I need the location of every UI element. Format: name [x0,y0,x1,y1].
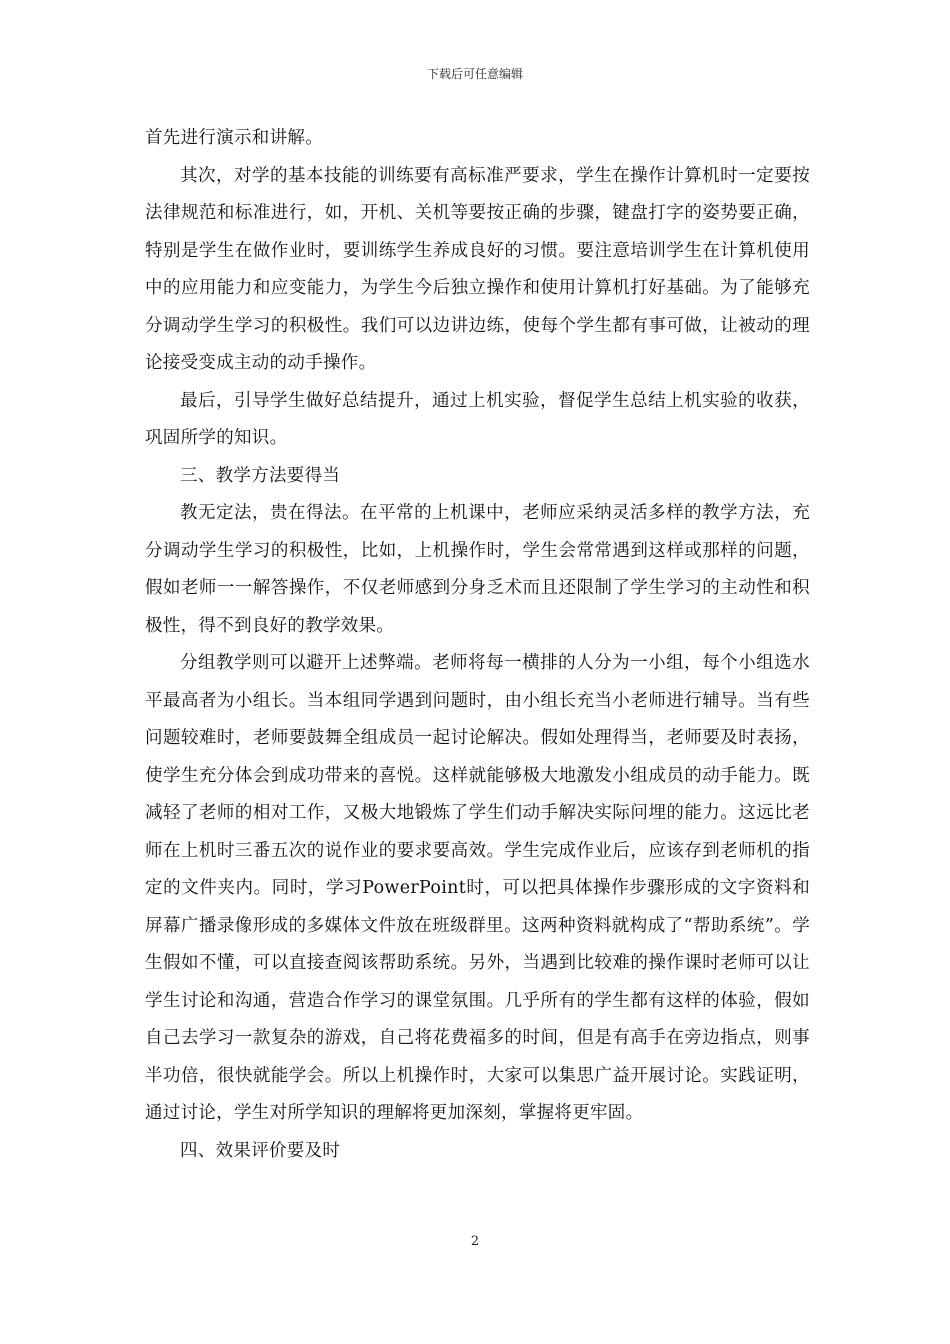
paragraph-4: 教无定法，贵在得法。在平常的上机课中，老师应采纳灵活多样的教学方法，充分调动学生学习的积极性，比如，上机操作时，学生会常常遇到这样或那样的问题，假如老师一一解答操作，不仅老师感到分身乏术而且还限制了学生学习的主动性和积极性，得不到良好的教学效果。 [145,503,810,636]
section-heading-3: 三、教学方法要得当 [180,465,341,486]
paragraph-5: 分组教学则可以避开上述弊端。老师将每一横排的人分为一小组，每个小组选水平最高者为小组长。当本组同学遇到问题时，由小组长充当小老师进行辅导。当有些问题较难时，老师要鼓舞全组成员一起讨论解决。假如处理得当，老师要及时表扬，使学生充分体会到成功带来的喜悦。这样就能够极大地激发小组成员的动手能力。既减轻了老师的相对工作，又极大地锻炼了学生们动手解决实际问埋的能力。这远比老师在上机时三番五次的说作业的要求要高效。学生完成作业后，应该存到老师机的指定的文件夹内。同时，学习PowerPoint时，可以把具体操作步骤形成的文字资料和屏幕广播录像形成的多媒体文件放在班级群里。这两种资料就构成了“帮助系统”。学生假如不懂，可以直接查阅该帮助系统。另外，当遇到比较难的操作课时老师可以让学生讨论和沟通，营造合作学习的课堂氛围。几乎所有的学生都有这样的体验，假如自己去学习一款复杂的游戏，自己将花费福多的时间，但是有高手在旁边指点，则事半功倍，很快就能学会。所以上机操作时，大家可以集思广益开展讨论。实践证明，通过讨论，学生对所学知识的理解将更加深刻，掌握将更牢固。 [145,653,810,1123]
page-number: 2 [470,1234,480,1249]
page-header: 下载后可任意编辑 [426,67,523,81]
section-heading-4: 四、效果评价要及时 [180,1140,341,1161]
paragraph-3: 最后，引导学生做好总结提升，通过上机实验，督促学生总结上机实验的收获，巩固所学的知识。 [145,390,810,448]
document-body [145,120,810,1170]
paragraph-1: 首先进行演示和讲解。 [145,128,323,148]
paragraph-2: 其次，对学的基本技能的训练要有高标准严要求，学生在操作计算机时一定要按法律规范和标准进行，如，开机、关机等要按正确的步骤，键盘打字的姿势要正确，特别是学生在做作业时，要训练学生养成良好的习惯。要注意培训学生在计算机使用中的应用能力和应变能力，为学生今后独立操作和使用计算机打好基础。为了能够充分调动学生学习的积极性。我们可以边讲边练，使每个学生都有事可做，让被动的理论接受变成主动的动手操作。 [145,165,810,373]
